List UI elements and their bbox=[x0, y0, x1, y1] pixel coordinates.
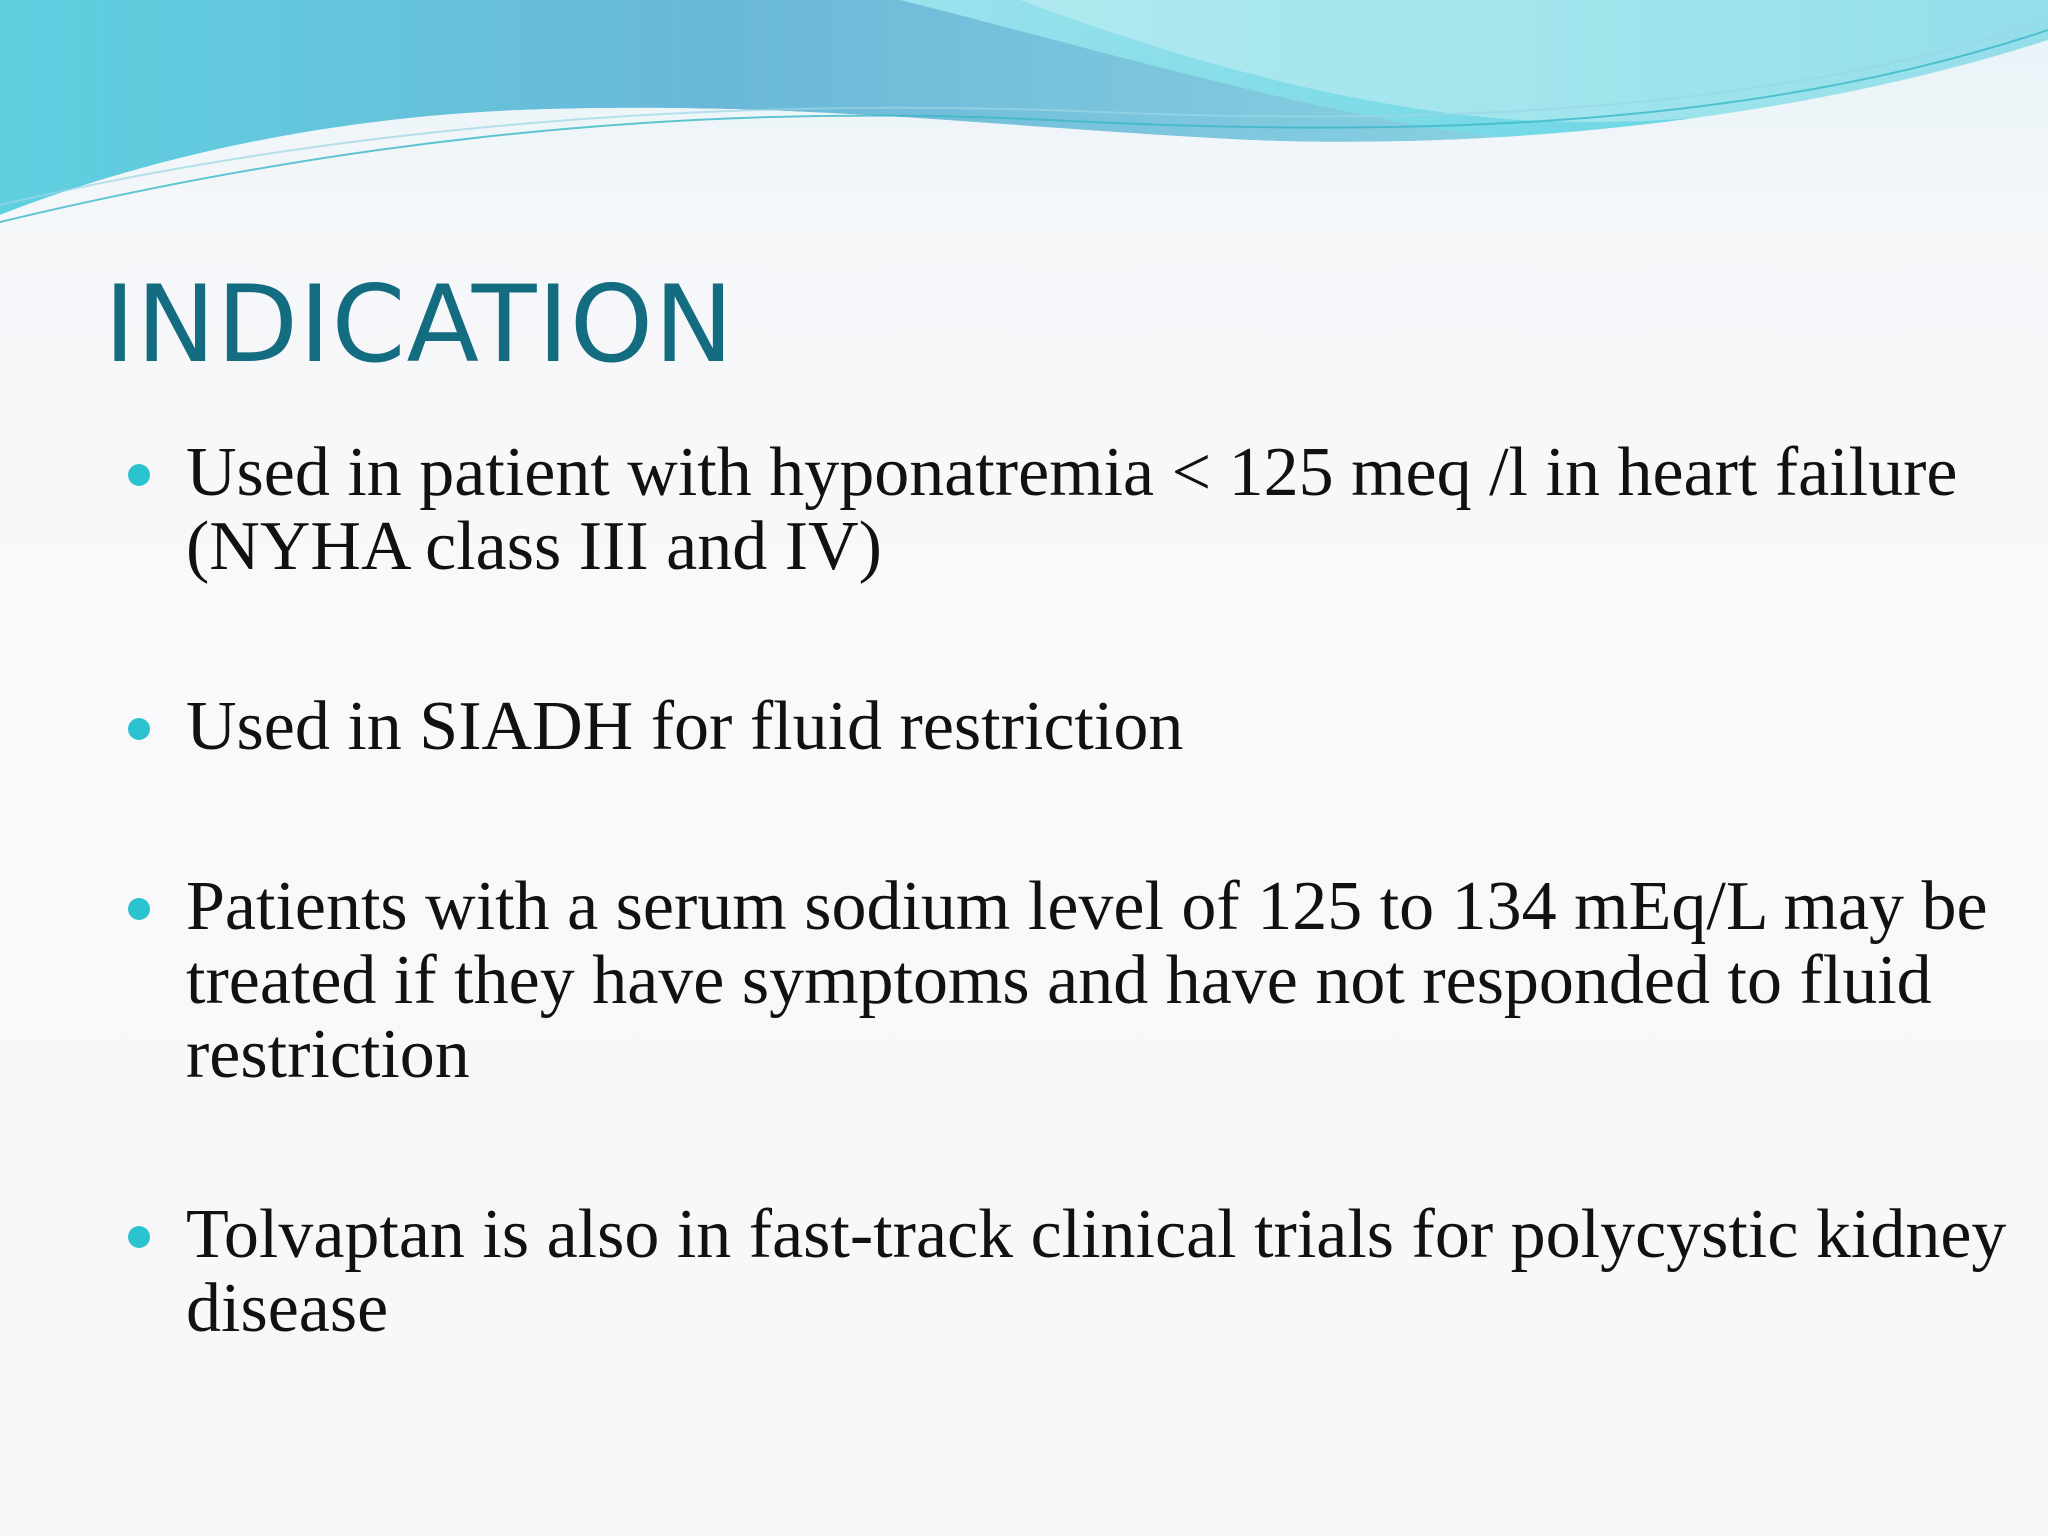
bullet-text: Tolvaptan is also in fast-track clinical trials for polycystic kidney disease bbox=[186, 1196, 2007, 1347]
bullet-item bbox=[128, 436, 2008, 584]
bullet-dot-icon bbox=[128, 898, 150, 920]
bullet-dot-icon bbox=[128, 464, 150, 486]
bullet-item bbox=[128, 870, 2008, 1092]
bullet-list bbox=[128, 436, 2008, 1346]
bullet-item bbox=[128, 1198, 2008, 1346]
bullet-text: Used in SIADH for fluid restriction bbox=[186, 688, 1184, 765]
bullet-text: Patients with a serum sodium level of 125 to 134 mEq/L may be treated if they have symptoms and have not responded to fluid restriction bbox=[186, 868, 1988, 1093]
bullet-dot-icon bbox=[128, 1226, 150, 1248]
bullet-text: Used in patient with hyponatremia < 125 meq /l in heart failure (NYHA class III and IV) bbox=[186, 434, 1958, 585]
slide-title: INDICATION bbox=[104, 263, 735, 386]
bullet-dot-icon bbox=[128, 718, 150, 740]
bullet-item bbox=[128, 690, 2008, 764]
header-wave-decoration bbox=[0, 0, 2048, 240]
